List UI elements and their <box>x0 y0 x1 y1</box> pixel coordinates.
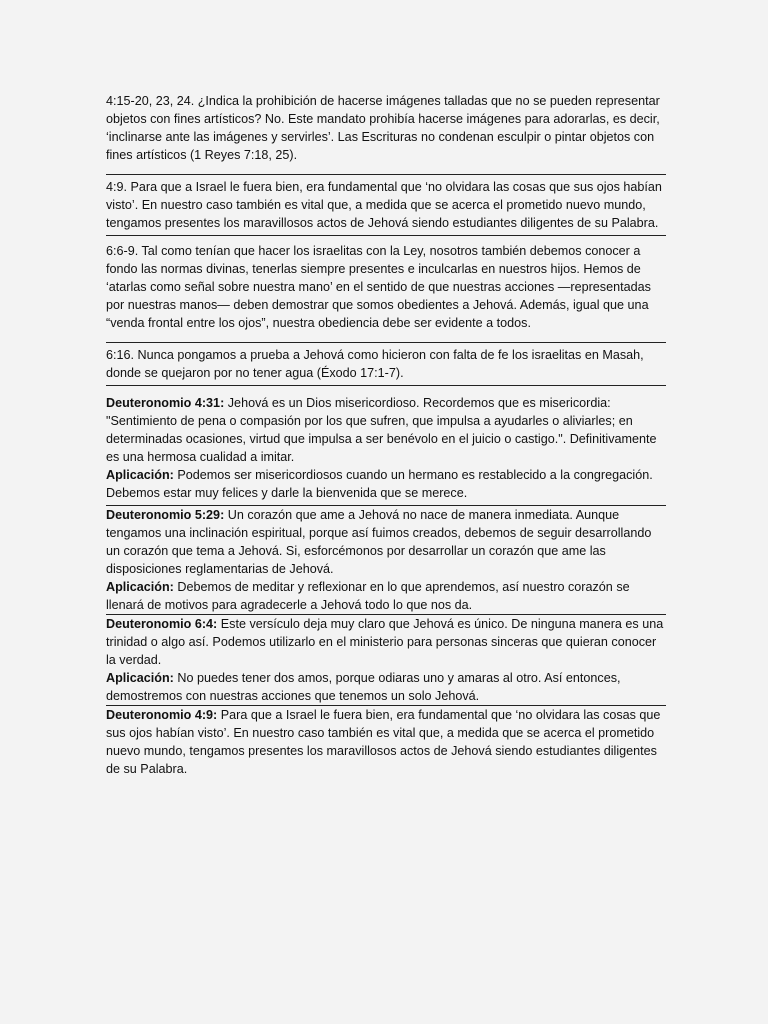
note-block-deut-4-9 <box>106 706 666 778</box>
application-text: No puedes tener dos amos, porque odiaras uno y amaras al otro. Así entonces, demostremos con nuestras acciones que tenemos un solo Jehová. <box>106 671 621 703</box>
application-label: Aplicación: <box>106 468 174 482</box>
note-paragraph <box>106 615 666 669</box>
scripture-reference: Deuteronomio 6:4: <box>106 617 218 631</box>
application-label: Aplicación: <box>106 671 174 685</box>
application-label: Aplicación: <box>106 580 174 594</box>
note-text: Este versículo deja muy claro que Jehová es único. De ninguna manera es una trinidad o algo así. Podemos utilizarlo en el ministerio para personas sinceras que quieran conocer la verdad. <box>106 617 664 667</box>
note-block-6-16 <box>106 343 666 385</box>
note-block-deut-5-29 <box>106 506 666 614</box>
scripture-reference: Deuteronomio 4:31: <box>106 396 225 410</box>
application-paragraph <box>106 669 666 705</box>
note-text: 4:15-20, 23, 24. ¿Indica la prohibición de hacerse imágenes talladas que no se pueden representar objetos con fines artísticos? No. Este mandato prohibía hacerse imágenes para adorarlas, es decir, ‘inclinarse ante las imágenes y servirles’. Las Escrituras no condenan esculpir o pintar objetos con fines artísticos (1 Reyes 7:18, 25). <box>106 94 660 162</box>
note-paragraph <box>106 394 666 466</box>
note-text: 6:6-9. Tal como tenían que hacer los israelitas con la Ley, nosotros también debemos conocer a fondo las normas divinas, tenerlas siempre presentes e inculcarlas en nuestros hijos. Hemos de ‘atarlas como señal sobre nuestra mano’ en el sentido de que nuestras acciones —representadas por nuestras manos— deben demostrar que somos obedientes a Jehová. Además, igual que una “venda frontal entre los ojos”, nuestra obediencia debe ser evidente a todos. <box>106 244 651 330</box>
note-text: 6:16. Nunca pongamos a prueba a Jehová como hicieron con falta de fe los israelitas en Masah, donde se quejaron por no tener agua (Éxodo 17:1-7). <box>106 348 644 380</box>
note-block-deut-6-4 <box>106 615 666 705</box>
note-block-deut-4-31 <box>106 386 666 505</box>
application-text: Podemos ser misericordiosos cuando un hermano es restablecido a la congregación. Debemos estar muy felices y darle la bienvenida que se merece. <box>106 468 653 500</box>
note-block-6-6-9 <box>106 236 666 335</box>
scripture-reference: Deuteronomio 5:29: <box>106 508 225 522</box>
note-block-4-15 <box>106 92 666 167</box>
note-text: Un corazón que ame a Jehová no nace de manera inmediata. Aunque tengamos una inclinación espiritual, porque así fuimos creados, debemos de seguir desarrollando un corazón que tema a Jehová. Si, esforcémonos por desarrollar un corazón que ame las disposiciones reglamentarias de Jehová. <box>106 508 652 576</box>
application-paragraph <box>106 578 666 614</box>
note-text: Para que a Israel le fuera bien, era fundamental que ‘no olvidara las cosas que sus ojos habían visto’. En nuestro caso también es vital que, a medida que se acerca el prometido nuevo mundo, tengamos presentes los maravillosos actos de Jehová siendo estudiantes diligentes de su Palabra. <box>106 708 661 776</box>
note-paragraph <box>106 506 666 578</box>
note-block-4-9 <box>106 175 666 235</box>
note-paragraph <box>106 706 666 778</box>
scripture-reference: Deuteronomio 4:9: <box>106 708 218 722</box>
note-text: Jehová es un Dios misericordioso. Recordemos que es misericordia: "Sentimiento de pena o compasión por los que sufren, que impulsa a ayudarles o aliviarles; en determinadas ocasiones, virtud que impulsa a ser benévolo en el juicio o castigo.". Definitivamente es una hermosa cualidad a imitar. <box>106 396 657 464</box>
application-text: Debemos de meditar y reflexionar en lo que aprendemos, así nuestro corazón se llenará de motivos para agradecerle a Jehová todo lo que nos da. <box>106 580 630 612</box>
note-text: 4:9. Para que a Israel le fuera bien, era fundamental que ‘no olvidara las cosas que sus ojos habían visto’. En nuestro caso también es vital que, a medida que se acerca el prometido nuevo mundo, tengamos presentes los maravillosos actos de Jehová siendo estudiantes diligentes de su Palabra. <box>106 180 662 230</box>
application-paragraph <box>106 466 666 502</box>
document-body <box>106 92 666 778</box>
